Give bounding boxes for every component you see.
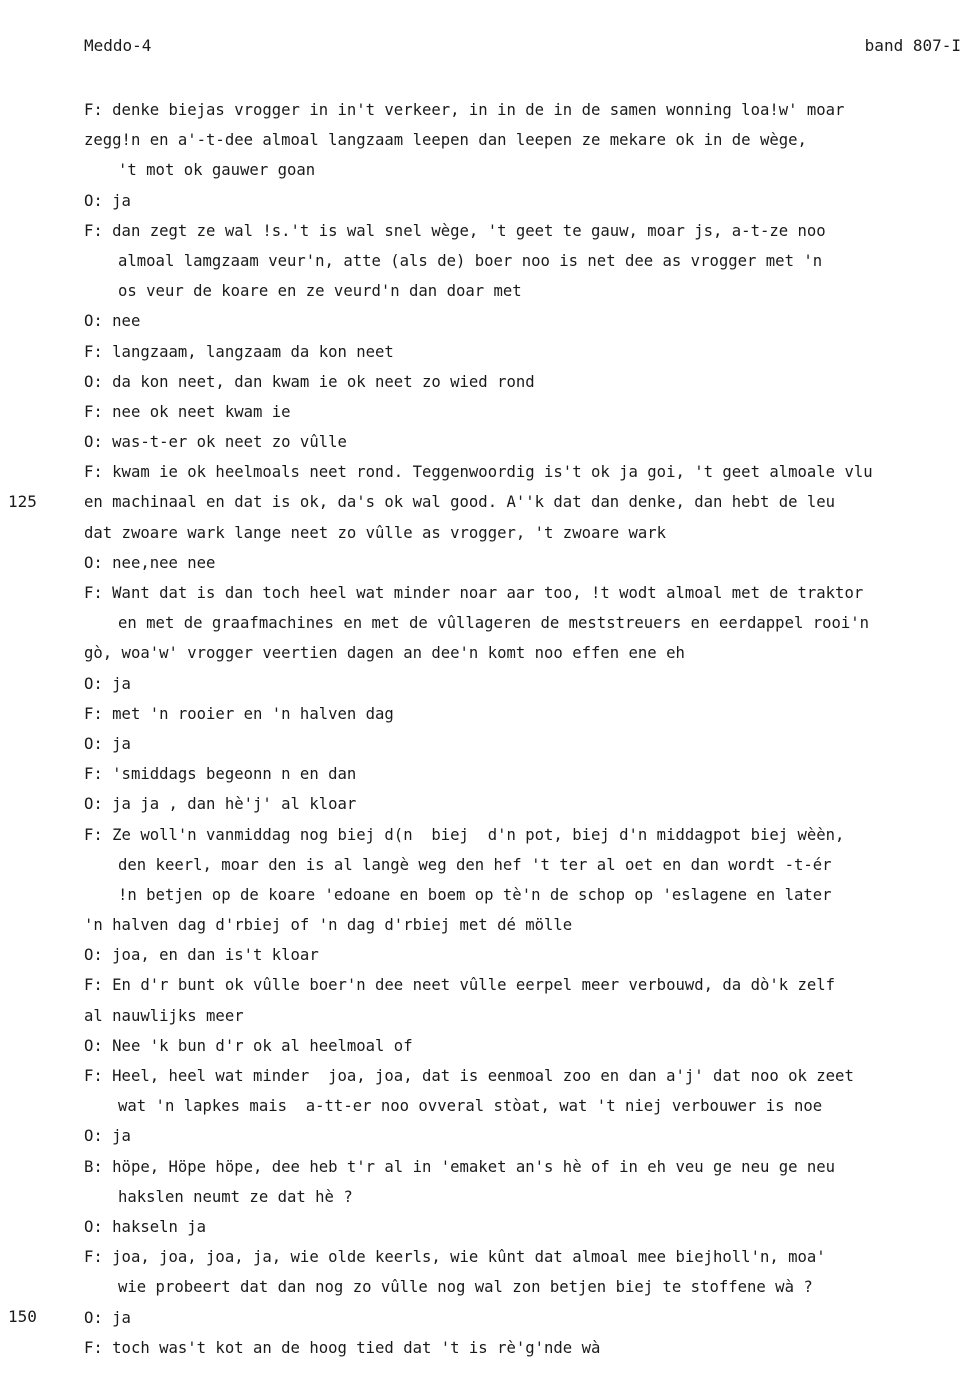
transcript-body <box>84 95 969 1363</box>
transcript-line: os veur de koare en ze veurd'n dan doar met <box>118 282 522 301</box>
transcript-line: O: da kon neet, dan kwam ie ok neet zo wied rond <box>84 372 535 391</box>
transcript-line: O: Nee 'k bun d'r ok al heelmoal of <box>84 1036 413 1055</box>
document-id: Meddo-4 <box>84 36 152 55</box>
transcript-line: zegg!n en a'-t-dee almoal langzaam leepen dan leepen ze mekare ok in de wège, <box>84 131 807 150</box>
margin-line-number: 150 <box>8 1307 37 1326</box>
transcript-line: en machinaal en dat is ok, da's ok wal good. A''k dat dan denke, dan hebt de leu <box>84 493 836 512</box>
transcript-line: F: nee ok neet kwam ie <box>84 402 291 421</box>
transcript-line: F: kwam ie ok heelmoals neet rond. Teggenwoordig is't ok ja goi, 't geet almoale vlu <box>84 463 873 482</box>
transcript-line: O: ja <box>84 191 131 210</box>
transcript-line: den keerl, moar den is al langè weg den hef 't ter al oet en dan wordt -t-ér <box>118 855 832 874</box>
transcript-line: O: ja <box>84 734 131 753</box>
transcript-line: O: ja <box>84 1127 131 1146</box>
transcript-line: O: hakseln ja <box>84 1217 207 1236</box>
margin-line-number: 125 <box>8 491 37 511</box>
transcript-line: O: was-t-er ok neet zo vûlle <box>84 433 347 452</box>
transcript-line: F: met 'n rooier en 'n halven dag <box>84 704 394 723</box>
transcript-line: O: ja <box>84 1308 131 1327</box>
transcript-line: O: nee,nee nee <box>84 553 216 572</box>
transcript-line: F: dan zegt ze wal !s.'t is wal snel wège, 't geet te gauw, moar js, a-t-ze noo <box>84 221 826 240</box>
transcript-line: F: toch was't kot an de hoog tied dat 't is rè'g'nde wà <box>84 1338 601 1357</box>
transcript-line: F: langzaam, langzaam da kon neet <box>84 342 394 361</box>
transcript-line: en met de graafmachines en met de vûllageren de meststreuers en eerdappel rooi'n <box>118 614 870 633</box>
transcript-line: wie probeert dat dan nog zo vûlle nog wal zon betjen biej te stoffene wà ? <box>118 1278 813 1297</box>
transcript-line: F: Ze woll'n vanmiddag nog biej d(n biej d'n pot, biej d'n middagpot biej wèèn, <box>84 825 845 844</box>
transcript-line: F: Want dat is dan toch heel wat minder noar aar too, !t wodt almoal met de traktor <box>84 584 864 602</box>
transcript-line: F: 'smiddags begeonn n en dan <box>84 765 357 784</box>
transcript-line: O: ja <box>84 674 131 693</box>
transcript-line: F: Heel, heel wat minder joa, joa, dat is eenmoal zoo en dan a'j' dat noo ok zeet <box>84 1067 854 1085</box>
transcript-line: al nauwlijks meer <box>84 1006 244 1025</box>
tape-label: band 807-I <box>864 36 961 55</box>
transcript-line: wat 'n lapkes mais a-tt-er noo ovveral stòat, wat 't niej verbouwer is noe <box>118 1097 823 1116</box>
transcript-line: O: joa, en dan is't kloar <box>84 946 319 965</box>
transcript-line: O: ja ja , dan hè'j' al kloar <box>84 795 357 814</box>
transcript-line: !n betjen op de koare 'edoane en boem op tè'n de schop op 'eslagene en later <box>118 885 832 904</box>
transcript-line: gò, woa'w' vrogger veertien dagen an dee'n komt noo effen ene eh <box>84 644 685 663</box>
transcript-line: F: denke biejas vrogger in in't verkeer, in in de in de samen wonning loa!w' moar <box>84 101 845 119</box>
transcript-line: 't mot ok gauwer goan <box>118 161 316 180</box>
transcript-line: hakslen neumt ze dat hè ? <box>118 1187 353 1206</box>
transcript-line: almoal lamgzaam veur'n, atte (als de) boer noo is net dee as vrogger met 'n <box>118 251 823 270</box>
transcript-line: dat zwoare wark lange neet zo vûlle as vrogger, 't zwoare wark <box>84 523 667 542</box>
transcript-line: 'n halven dag d'rbiej of 'n dag d'rbiej met dé mölle <box>84 916 573 935</box>
transcript-line: F: joa, joa, joa, ja, wie olde keerls, wie kûnt dat almoal mee biejholl'n, moa' <box>84 1248 826 1267</box>
transcript-line: B: höpe, Höpe höpe, dee heb t'r al in 'emaket an's hè of in eh veu ge neu ge neu <box>84 1157 836 1176</box>
transcript-line: F: En d'r bunt ok vûlle boer'n dee neet vûlle eerpel meer verbouwd, da dò'k zelf <box>84 976 836 995</box>
transcript-line: O: nee <box>84 312 141 331</box>
